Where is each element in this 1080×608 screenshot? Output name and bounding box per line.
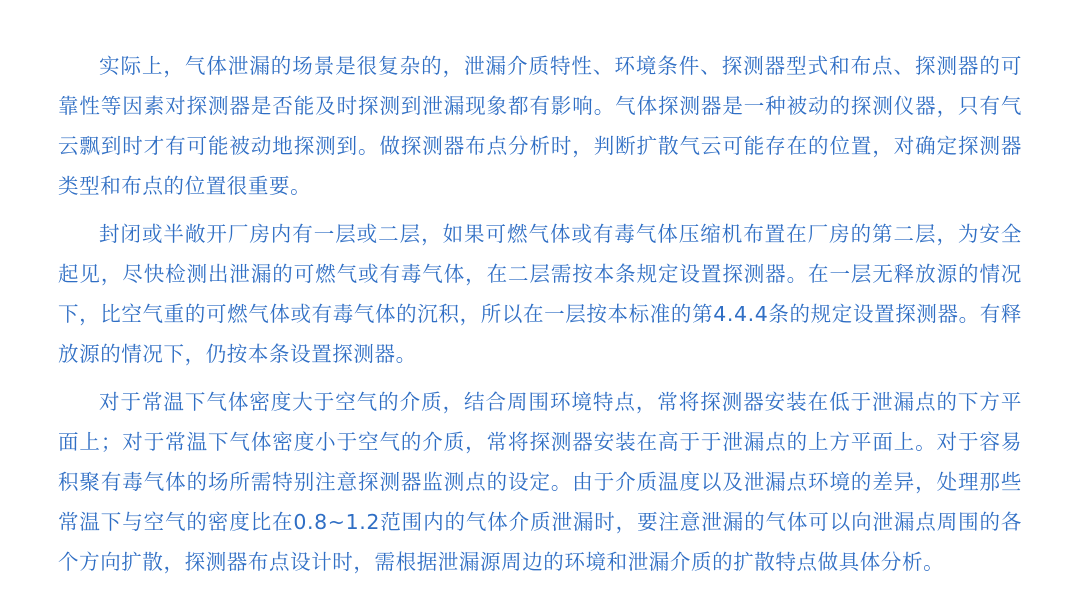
- paragraph-3: 对于常温下气体密度大于空气的介质，结合周围环境特点，常将探测器安装在低于泄漏点的下方平面上；对于常温下气体密度小于空气的介质，常将探测器安装在高于于泄漏点的上方平面上。对于容易积聚有毒气体的场所需特别注意探测器监测点的设定。由于介质温度以及泄漏点环境的差异，处理那些常温下与空气的密度比在0.8~1.2范围内的气体介质泄漏时，要注意泄漏的气体可以向泄漏点周围的各个方向扩散，探测器布点设计时，需根据泄漏源周边的环境和泄漏介质的扩散特点做具体分析。: [58, 390, 1022, 574]
- paragraph-2: 封闭或半敞开厂房内有一层或二层，如果可燃气体或有毒气体压缩机布置在厂房的第二层，为安全起见，尽快检测出泄漏的可燃气或有毒气体，在二层需按本条规定设置探测器。在一层无释放源的情况下，比空气重的可燃气体或有毒气体的沉积，所以在一层按本标准的第4.4.4条的规定设置探测器。有释放源的情况下，仍按本条设置探测器。: [58, 222, 1022, 366]
- paragraph-1: 实际上，气体泄漏的场景是很复杂的，泄漏介质特性、环境条件、探测器型式和布点、探测器的可靠性等因素对探测器是否能及时探测到泄漏现象都有影响。气体探测器是一种被动的探测仪器，只有气云飘到时才有可能被动地探测到。做探测器布点分析时，判断扩散气云可能存在的位置，对确定探测器类型和布点的位置很重要。: [58, 54, 1022, 198]
- document-body: [58, 46, 1022, 582]
